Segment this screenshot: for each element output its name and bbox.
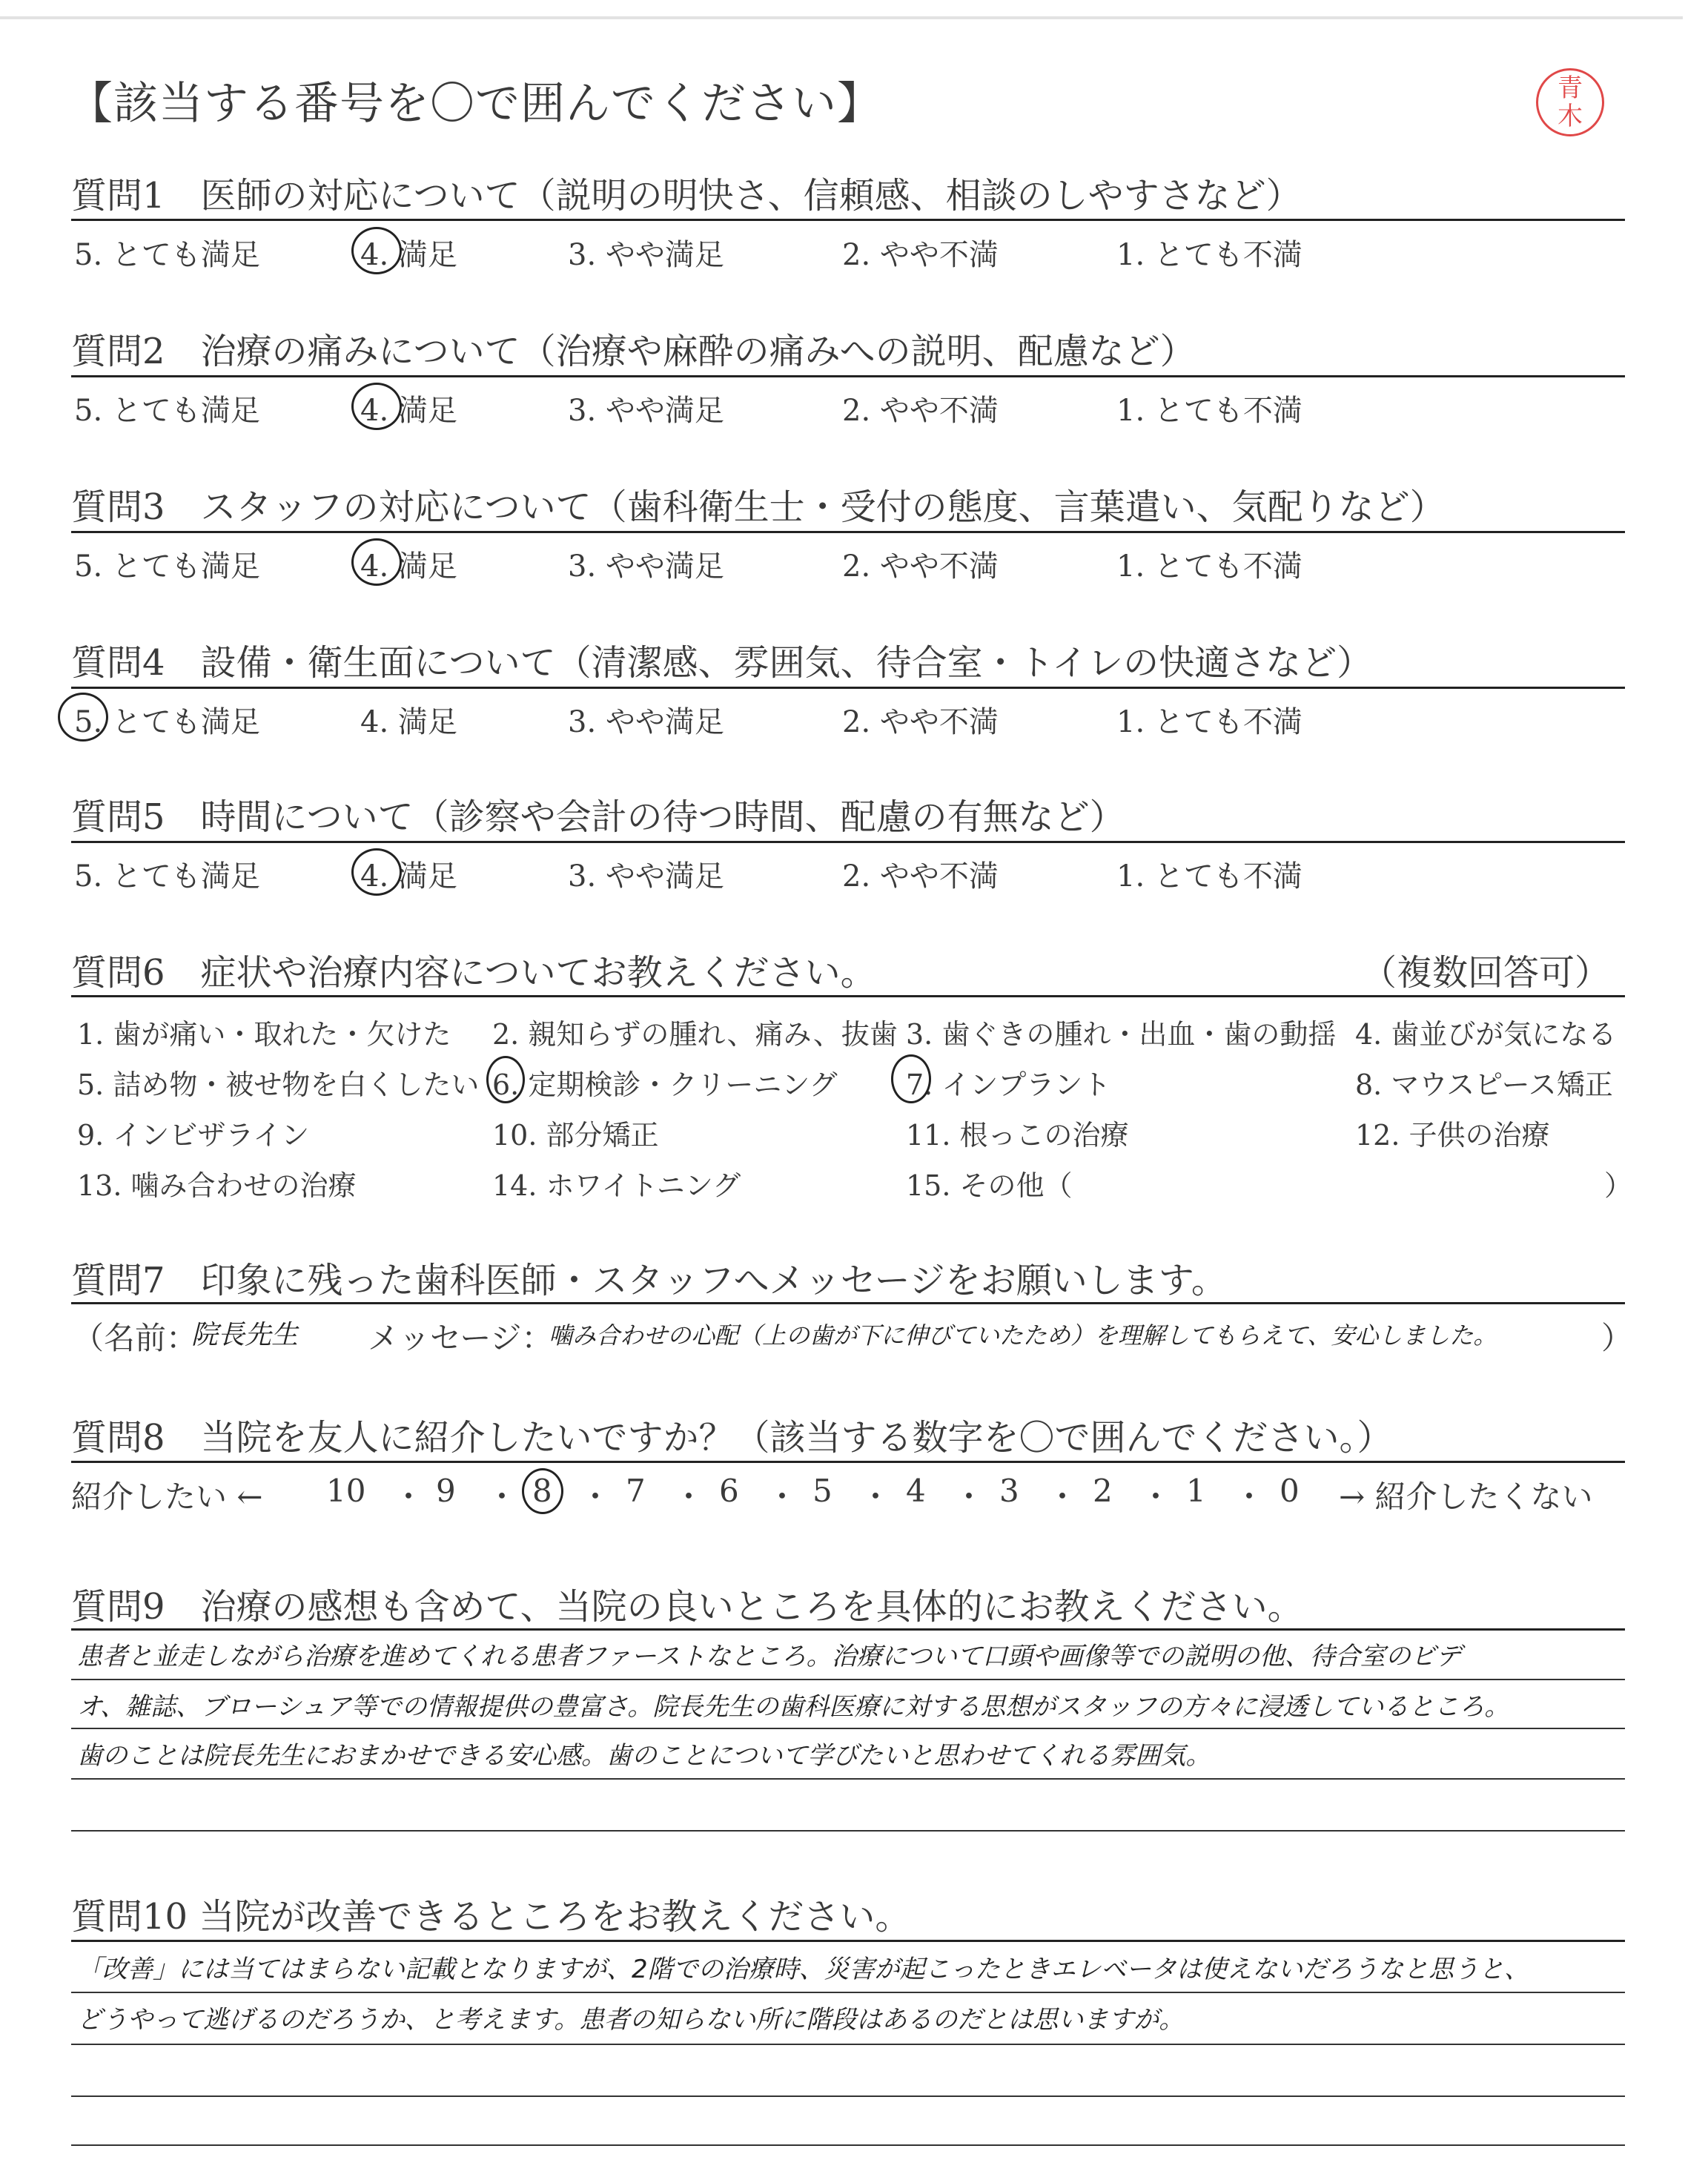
q6-item-8[interactable]: 8. マウスピース矯正 bbox=[1355, 1069, 1613, 1101]
q8-dot: ・ bbox=[673, 1479, 705, 1515]
q6-item-13[interactable]: 13. 噛み合わせの治療 bbox=[77, 1169, 357, 1202]
q8-dot: ・ bbox=[1047, 1479, 1079, 1515]
question-6-rule bbox=[71, 995, 1625, 997]
q8-score-4[interactable]: 4 bbox=[906, 1473, 926, 1509]
q9-writing-rule-4 bbox=[71, 1830, 1625, 1832]
q7-name-label: （名前： bbox=[73, 1320, 198, 1356]
q5-answer-circle bbox=[351, 848, 402, 896]
question-3-title: 質問3 スタッフの対応について（歯科衛生士・受付の態度、言葉遣い、気配りなど） bbox=[71, 486, 1446, 528]
q1-option-1[interactable]: 1. とても不満 bbox=[1116, 238, 1302, 272]
q1-option-4[interactable]: 4. 満足 bbox=[360, 238, 457, 272]
q9-line-1: 患者と並走しながら治療を進めてくれる患者ファーストなところ。治療について口頭や画像等での説明の他、待合室のビデ bbox=[77, 1642, 1461, 1671]
q10-writing-rule-4 bbox=[71, 2144, 1625, 2146]
q6-item-6[interactable]: 6. 定期検診・クリーニング bbox=[492, 1069, 838, 1101]
stamp-line-2: 木 bbox=[1558, 102, 1583, 131]
question-4-title: 質問4 設備・衛生面について（清潔感、雰囲気、待合室・トイレの快適さなど） bbox=[71, 642, 1373, 684]
q10-writing-rule-1 bbox=[71, 1992, 1625, 1993]
question-4-rule bbox=[71, 687, 1625, 689]
q8-dot: ・ bbox=[953, 1479, 985, 1515]
q8-dot: ・ bbox=[860, 1479, 892, 1515]
q4-option-5[interactable]: 5. とても満足 bbox=[74, 705, 260, 739]
page-title: 【該当する番号を〇で囲んでください】 bbox=[68, 78, 882, 130]
question-2-rule bbox=[71, 375, 1625, 377]
q10-line-1: 「改善」には当てはまらない記載となりますが、2階での治療時、災害が起こったときエレベータは使えないだろうなと思うと、 bbox=[77, 1955, 1529, 1984]
question-1-title: 質問1 医師の対応について（説明の明快さ、信頼感、相談のしやすさなど） bbox=[71, 175, 1302, 217]
q10-writing-rule-2 bbox=[71, 2044, 1625, 2045]
question-5-rule bbox=[71, 841, 1625, 843]
question-5-title: 質問5 時間について（診察や会計の待つ時間、配慮の有無など） bbox=[71, 796, 1125, 838]
q8-dot: ・ bbox=[767, 1479, 798, 1515]
q6-answer-circle-7 bbox=[891, 1054, 931, 1103]
question-10-title: 質問10 当院が改善できるところをお教えください。 bbox=[71, 1896, 911, 1938]
q5-option-2[interactable]: 2. やや不満 bbox=[842, 859, 999, 894]
q8-score-9[interactable]: 9 bbox=[436, 1473, 456, 1509]
q6-item-12[interactable]: 12. 子供の治療 bbox=[1355, 1119, 1550, 1152]
question-3-rule bbox=[71, 531, 1625, 533]
q2-option-2[interactable]: 2. やや不満 bbox=[842, 394, 999, 428]
q1-answer-circle bbox=[351, 227, 402, 274]
q2-answer-circle bbox=[351, 383, 402, 430]
q3-answer-circle bbox=[351, 538, 402, 586]
q8-score-5[interactable]: 5 bbox=[812, 1473, 833, 1509]
q5-option-1[interactable]: 1. とても不満 bbox=[1116, 859, 1302, 894]
q3-option-3[interactable]: 3. やや満足 bbox=[568, 549, 724, 584]
question-8-rule bbox=[71, 1461, 1625, 1463]
q6-item-14[interactable]: 14. ホワイトニング bbox=[492, 1169, 741, 1202]
question-7-rule bbox=[71, 1302, 1625, 1304]
q6-item-3[interactable]: 3. 歯ぐきの腫れ・出血・歯の動揺 bbox=[906, 1018, 1337, 1051]
q6-item-11[interactable]: 11. 根っこの治療 bbox=[906, 1119, 1129, 1152]
q8-right-label: → 紹介したくない bbox=[1339, 1479, 1593, 1515]
q2-option-3[interactable]: 3. やや満足 bbox=[568, 394, 724, 428]
q3-option-1[interactable]: 1. とても不満 bbox=[1116, 549, 1302, 584]
question-7-title: 質問7 印象に残った歯科医師・スタッフへメッセージをお願いします。 bbox=[71, 1260, 1227, 1301]
q7-close-paren: ） bbox=[1601, 1320, 1633, 1356]
q8-score-6[interactable]: 6 bbox=[719, 1473, 739, 1509]
q6-answer-circle-6 bbox=[486, 1056, 525, 1103]
q9-writing-rule-3 bbox=[71, 1778, 1625, 1780]
question-2-title: 質問2 治療の痛みについて（治療や麻酔の痛みへの説明、配慮など） bbox=[71, 331, 1196, 372]
q7-name-value[interactable]: 院長先生 bbox=[191, 1320, 299, 1350]
q9-writing-rule-2 bbox=[71, 1728, 1625, 1729]
q6-item-7[interactable]: 7. インプラント bbox=[906, 1069, 1111, 1101]
q6-item-15[interactable]: 15. その他（ bbox=[906, 1169, 1073, 1202]
q8-score-10[interactable]: 10 bbox=[326, 1473, 366, 1509]
question-9-rule bbox=[71, 1628, 1625, 1631]
q8-score-2[interactable]: 2 bbox=[1093, 1473, 1113, 1509]
q10-writing-rule-3 bbox=[71, 2095, 1625, 2097]
q4-option-4[interactable]: 4. 満足 bbox=[360, 705, 457, 739]
q9-line-2: オ、雑誌、ブローシュア等での情報提供の豊富さ。院長先生の歯科医療に対する思想がスタッフの方々に浸透しているところ。 bbox=[77, 1692, 1510, 1722]
question-1-rule bbox=[71, 219, 1625, 221]
question-6-title: 質問6 症状や治療内容についてお教えください。 bbox=[71, 952, 876, 994]
top-border bbox=[0, 16, 1683, 19]
q2-option-5[interactable]: 5. とても満足 bbox=[74, 394, 260, 428]
q7-message-value[interactable]: 噛み合わせの心配（上の歯が下に伸びていたため）を理解してもらえて、安心しました。 bbox=[549, 1321, 1497, 1350]
question-8-title: 質問8 当院を友人に紹介したいですか？（該当する数字を〇で囲んでください。） bbox=[71, 1417, 1393, 1459]
q4-answer-circle bbox=[58, 693, 108, 742]
q6-item-9[interactable]: 9. インビザライン bbox=[77, 1119, 310, 1152]
q1-option-3[interactable]: 3. やや満足 bbox=[568, 238, 724, 272]
q3-option-5[interactable]: 5. とても満足 bbox=[74, 549, 260, 584]
q7-message-label: メッセージ： bbox=[368, 1320, 553, 1356]
q5-option-4[interactable]: 4. 満足 bbox=[360, 859, 457, 894]
q1-option-5[interactable]: 5. とても満足 bbox=[74, 238, 260, 272]
question-9-title: 質問9 治療の感想も含めて、当院の良いところを具体的にお教えください。 bbox=[71, 1586, 1303, 1628]
q6-item-2[interactable]: 2. 親知らずの腫れ、痛み、抜歯 bbox=[492, 1018, 898, 1051]
question-6-note: （複数回答可） bbox=[1361, 952, 1611, 994]
q4-option-2[interactable]: 2. やや不満 bbox=[842, 705, 999, 739]
q4-option-1[interactable]: 1. とても不満 bbox=[1116, 705, 1302, 739]
q8-dot: ・ bbox=[1140, 1479, 1172, 1515]
q5-option-3[interactable]: 3. やや満足 bbox=[568, 859, 724, 894]
q6-other-close-paren: ） bbox=[1604, 1169, 1633, 1202]
q8-score-0[interactable]: 0 bbox=[1280, 1473, 1300, 1509]
q3-option-4[interactable]: 4. 満足 bbox=[360, 549, 457, 584]
q1-option-2[interactable]: 2. やや不満 bbox=[842, 238, 999, 272]
q6-item-10[interactable]: 10. 部分矯正 bbox=[492, 1119, 659, 1152]
q4-option-3[interactable]: 3. やや満足 bbox=[568, 705, 724, 739]
q8-dot: ・ bbox=[393, 1479, 425, 1515]
q9-line-3: 歯のことは院長先生におまかせできる安心感。歯のことについて学びたいと思わせてくれる雰囲気。 bbox=[77, 1741, 1211, 1771]
q8-left-label: 紹介したい ← bbox=[71, 1479, 263, 1515]
q8-score-8[interactable]: 8 bbox=[532, 1473, 552, 1509]
q8-score-1[interactable]: 1 bbox=[1186, 1473, 1206, 1509]
q6-item-5[interactable]: 5. 詰め物・被せ物を白くしたい bbox=[77, 1069, 480, 1101]
q5-option-5[interactable]: 5. とても満足 bbox=[74, 859, 260, 894]
question-10-rule bbox=[71, 1940, 1625, 1942]
stamp-seal bbox=[1536, 68, 1604, 136]
q6-item-1[interactable]: 1. 歯が痛い・取れた・欠けた bbox=[77, 1018, 451, 1051]
q8-score-7[interactable]: 7 bbox=[626, 1473, 646, 1509]
q8-dot: ・ bbox=[580, 1479, 612, 1515]
stamp-line-1: 青 bbox=[1558, 73, 1583, 103]
q3-option-2[interactable]: 2. やや不満 bbox=[842, 549, 999, 584]
q8-dot: ・ bbox=[1234, 1479, 1265, 1515]
q2-option-4[interactable]: 4. 満足 bbox=[360, 394, 457, 428]
q8-dot: ・ bbox=[486, 1479, 518, 1515]
q8-score-3[interactable]: 3 bbox=[999, 1473, 1019, 1509]
q6-item-4[interactable]: 4. 歯並びが気になる bbox=[1355, 1018, 1617, 1051]
q10-line-2: どうやって逃げるのだろうか、と考えます。患者の知らない所に階段はあるのだとは思いますが。 bbox=[77, 2005, 1185, 2035]
q8-answer-circle bbox=[522, 1468, 563, 1514]
q2-option-1[interactable]: 1. とても不満 bbox=[1116, 394, 1302, 428]
q9-writing-rule-1 bbox=[71, 1679, 1625, 1680]
